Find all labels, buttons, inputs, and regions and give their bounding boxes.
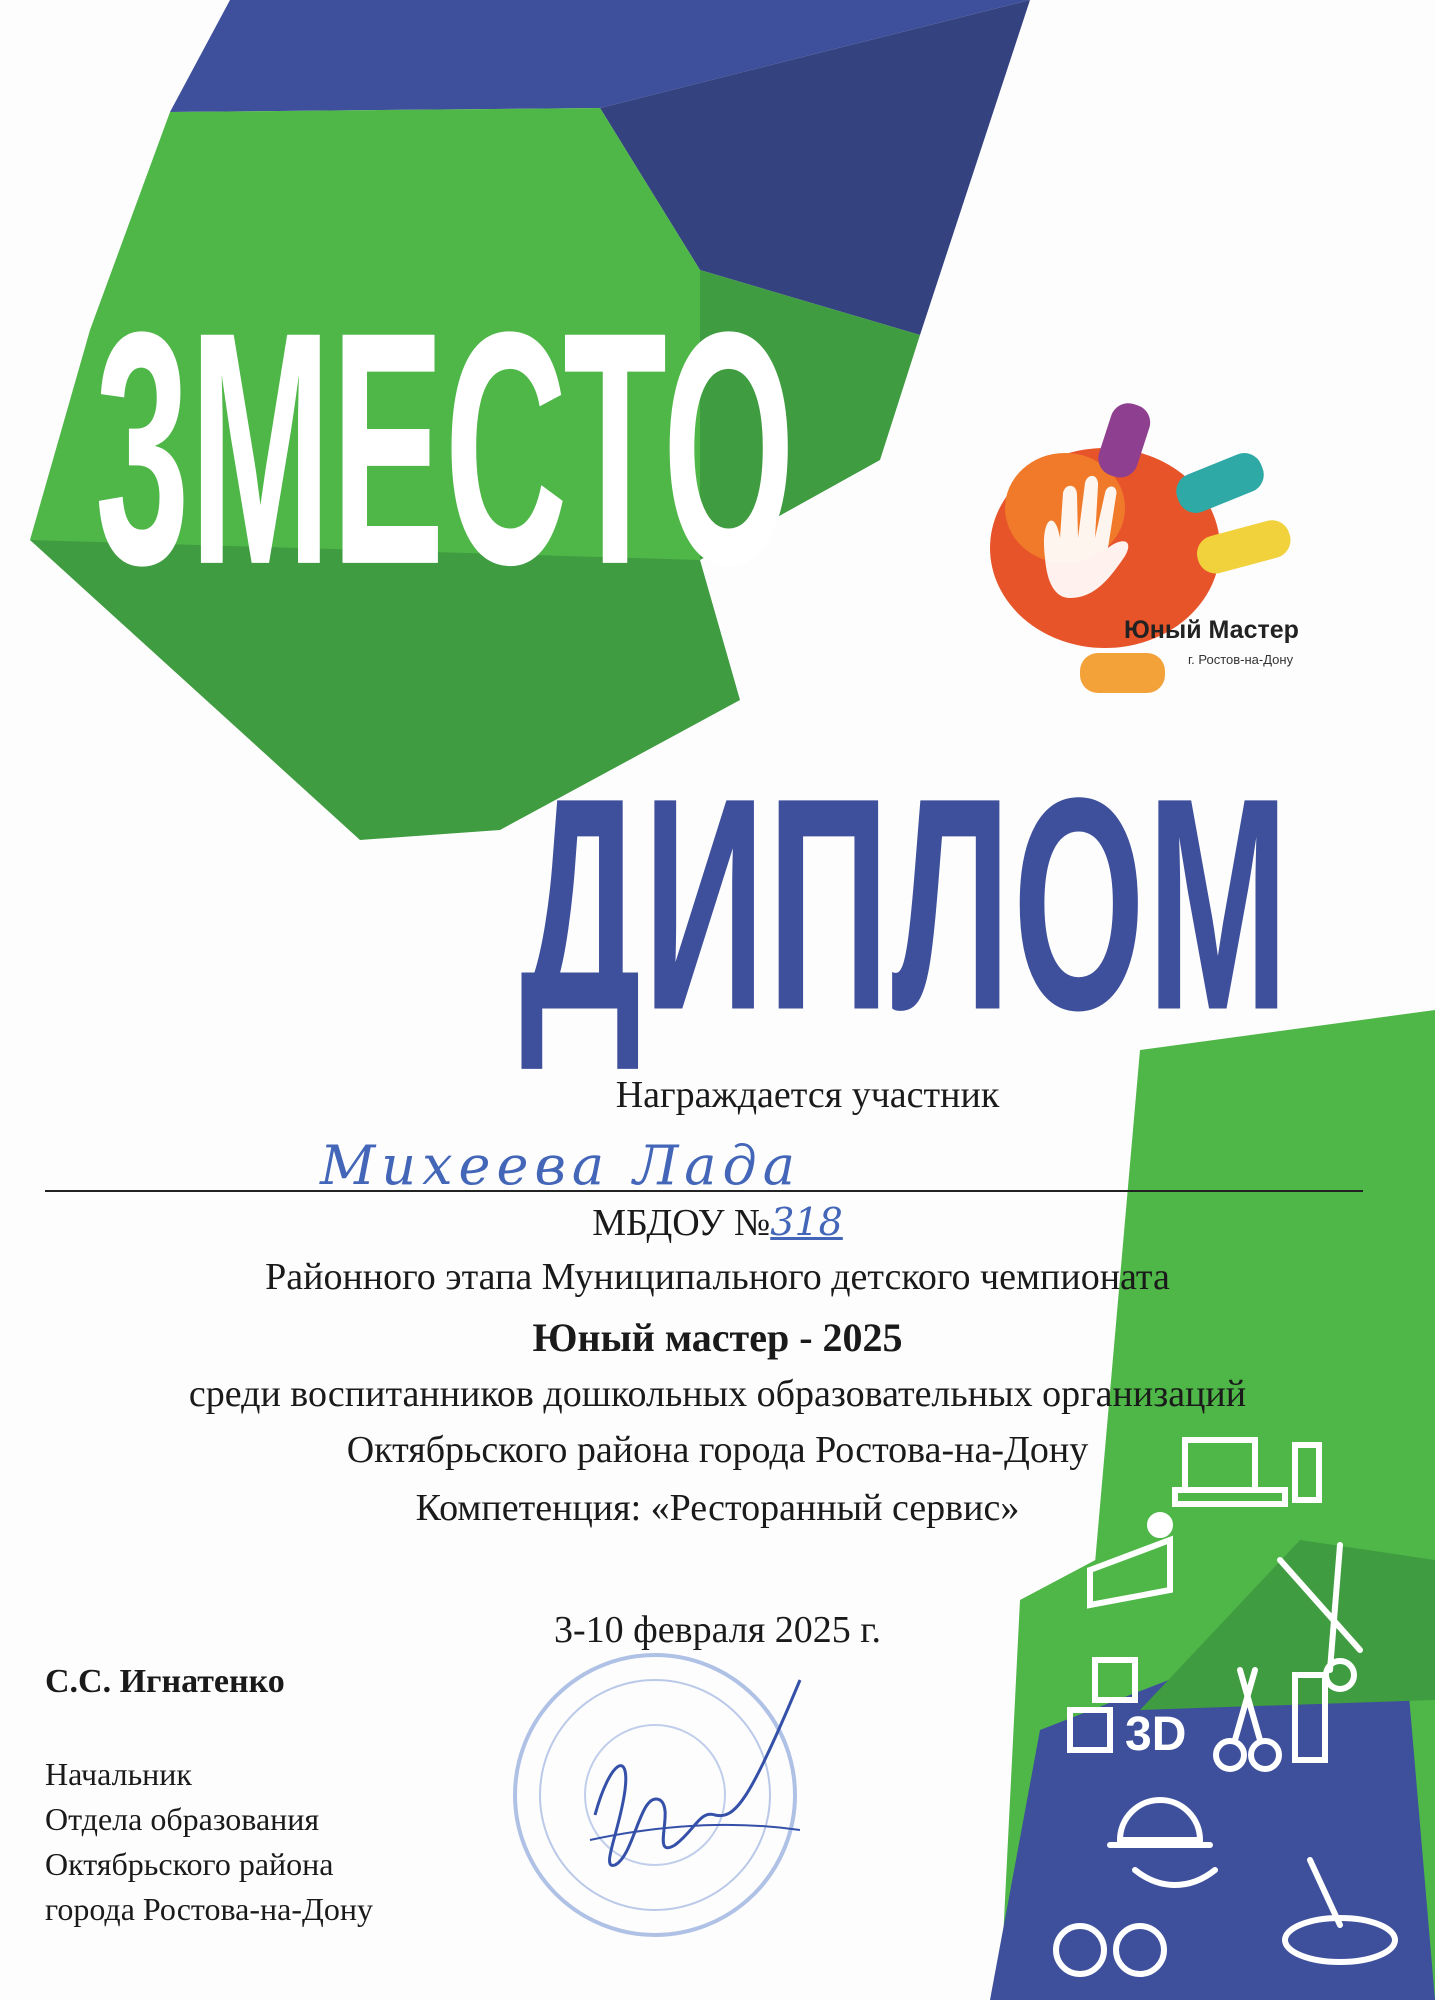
place-title: 3МЕСТО [95, 264, 795, 635]
award-dates: 3-10 февраля 2025 г. [553, 1609, 882, 1651]
name-underline [45, 1190, 1363, 1192]
3d-cubes-icon [1070, 1660, 1186, 1761]
signatory-position [45, 1752, 373, 1932]
official-stamp-icon [500, 1640, 810, 1950]
logo-title: Юный Мастер [1124, 616, 1299, 644]
svg-text:3D: 3D [1125, 1708, 1187, 1761]
scissors-comb-icon [1216, 1670, 1325, 1769]
logo-subtitle: г. Ростов-на-Дону [1188, 652, 1294, 667]
diploma-title: ДИПЛОМ [520, 736, 1291, 1075]
competence-icons [1040, 1420, 1420, 1980]
championship-title: Юный мастер - 2025 [532, 1315, 903, 1360]
sewing-machine-icon [1175, 1440, 1319, 1504]
competence-text: Компетенция: «Ресторанный сервис» [415, 1487, 1020, 1529]
signatory-name: С.С. Игнатенко [45, 1663, 285, 1700]
position-line: города Ростова-на-Дону [45, 1891, 373, 1927]
stage-text: Районного этапа Муниципального детского чемпионата [265, 1256, 1170, 1298]
school-number: 318 [770, 1200, 843, 1244]
garden-tools-icon [1280, 1545, 1360, 1689]
cake-icon [1090, 1515, 1170, 1605]
children-faces-icon [1056, 1926, 1164, 1974]
position-line: Начальник [45, 1756, 192, 1792]
frying-pan-icon [1285, 1860, 1395, 1962]
position-line: Отдела образования [45, 1801, 320, 1837]
audience-text: среди воспитанников дошкольных образовательных организаций [188, 1373, 1247, 1415]
award-intro: Награждается участник [615, 1074, 1000, 1116]
school-line [0, 1200, 1435, 1245]
school-label: МБДОУ № [592, 1202, 771, 1244]
participant-name: Михеева Лада [320, 1134, 801, 1197]
district-text: Октябрьского района города Ростова-на-Дону [346, 1429, 1089, 1471]
position-line: Октябрьского района [45, 1846, 334, 1882]
serving-cloche-icon [1110, 1800, 1215, 1885]
